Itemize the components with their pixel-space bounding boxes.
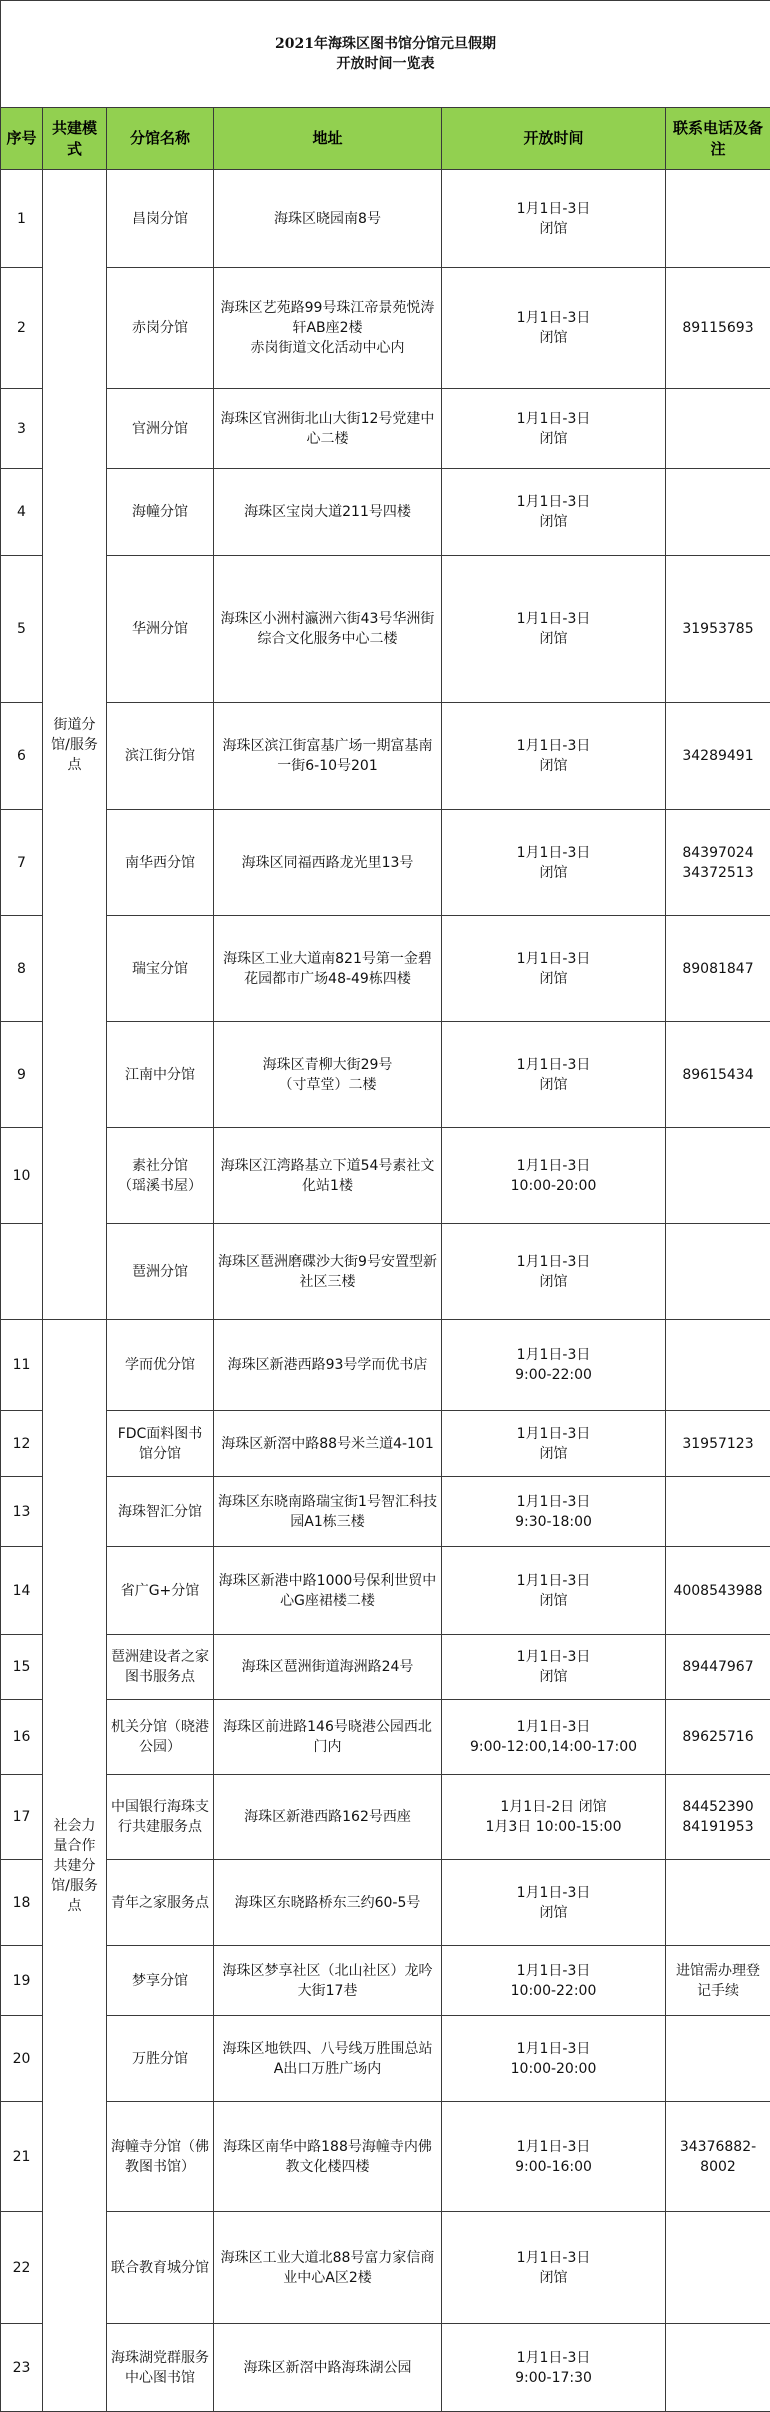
contact-note [666, 1128, 770, 1224]
branch-address: 海珠区琶洲磨碟沙大街9号安置型新社区三楼 [214, 1224, 442, 1320]
branch-address: 海珠区南华中路188号海幢寺内佛教文化楼四楼 [214, 2102, 442, 2212]
row-seq: 12 [1, 1411, 43, 1477]
opening-hours: 1月1日-3日 闭馆 [442, 268, 666, 389]
opening-hours: 1月1日-3日 闭馆 [442, 1547, 666, 1635]
branch-name: 滨江街分馆 [107, 703, 214, 810]
opening-hours: 1月1日-3日 闭馆 [442, 1224, 666, 1320]
opening-hours: 1月1日-3日 闭馆 [442, 469, 666, 556]
branch-address: 海珠区梦享社区（北山社区）龙吟大街17巷 [214, 1946, 442, 2016]
opening-hours: 1月1日-3日 闭馆 [442, 389, 666, 469]
contact-note [666, 1224, 770, 1320]
branch-name: 瑞宝分馆 [107, 916, 214, 1022]
branch-address: 海珠区新滘中路88号米兰道4-101 [214, 1411, 442, 1477]
row-seq: 13 [1, 1477, 43, 1547]
branch-address: 海珠区青柳大街29号 （寸草堂）二楼 [214, 1022, 442, 1128]
contact-note [666, 2324, 770, 2412]
opening-hours: 1月1日-3日 10:00-20:00 [442, 1128, 666, 1224]
branch-address: 海珠区江湾路基立下道54号素社文化站1楼 [214, 1128, 442, 1224]
contact-note: 84452390 84191953 [666, 1775, 770, 1860]
branch-address: 海珠区新滘中路海珠湖公园 [214, 2324, 442, 2412]
table-row [1, 469, 770, 556]
contact-note: 89625716 [666, 1700, 770, 1775]
contact-note [666, 2016, 770, 2102]
table-row [1, 2016, 770, 2102]
opening-hours: 1月1日-3日 10:00-22:00 [442, 1946, 666, 2016]
contact-note: 84397024 34372513 [666, 810, 770, 916]
branch-name: FDC面料图书馆分馆 [107, 1411, 214, 1477]
opening-hours: 1月1日-3日 闭馆 [442, 810, 666, 916]
header-hours: 开放时间 [442, 108, 666, 170]
row-seq: 20 [1, 2016, 43, 2102]
branch-name: 梦享分馆 [107, 1946, 214, 2016]
row-seq: 11 [1, 1320, 43, 1411]
table-row [1, 1700, 770, 1775]
branch-name: 青年之家服务点 [107, 1860, 214, 1946]
opening-hours: 1月1日-3日 9:00-12:00,14:00-17:00 [442, 1700, 666, 1775]
table-row [1, 170, 770, 268]
row-seq [1, 1224, 43, 1320]
table-row [1, 556, 770, 703]
row-seq: 16 [1, 1700, 43, 1775]
table-row [1, 1860, 770, 1946]
branch-address: 海珠区东晓路桥东三约60-5号 [214, 1860, 442, 1946]
contact-note [666, 1477, 770, 1547]
mode-group-cell: 街道分馆/服务点 [43, 170, 107, 1320]
branch-address: 海珠区宝岗大道211号四楼 [214, 469, 442, 556]
branch-name: 机关分馆（晓港公园） [107, 1700, 214, 1775]
branch-address: 海珠区新港西路93号学而优书店 [214, 1320, 442, 1411]
table-row [1, 1946, 770, 2016]
branch-name: 琶洲建设者之家图书服务点 [107, 1635, 214, 1700]
branch-address: 海珠区滨江街富基广场一期富基南一街6-10号201 [214, 703, 442, 810]
row-seq: 19 [1, 1946, 43, 2016]
branch-address: 海珠区官洲街北山大街12号党建中心二楼 [214, 389, 442, 469]
opening-hours: 1月1日-3日 闭馆 [442, 2212, 666, 2324]
branch-address: 海珠区东晓南路瑞宝街1号智汇科技园A1栋三楼 [214, 1477, 442, 1547]
branch-name: 省广G+分馆 [107, 1547, 214, 1635]
contact-note: 4008543988 [666, 1547, 770, 1635]
row-seq: 6 [1, 703, 43, 810]
contact-note [666, 1320, 770, 1411]
opening-hours: 1月1日-3日 9:00-17:30 [442, 2324, 666, 2412]
table-row [1, 916, 770, 1022]
contact-note: 34289491 [666, 703, 770, 810]
table-row [1, 1320, 770, 1411]
opening-hours: 1月1日-3日 9:30-18:00 [442, 1477, 666, 1547]
header-row [1, 108, 770, 170]
row-seq: 23 [1, 2324, 43, 2412]
row-seq: 14 [1, 1547, 43, 1635]
opening-hours: 1月1日-3日 闭馆 [442, 1022, 666, 1128]
branch-address: 海珠区地铁四、八号线万胜围总站A出口万胜广场内 [214, 2016, 442, 2102]
contact-note [666, 389, 770, 469]
table-row [1, 389, 770, 469]
table-row [1, 1547, 770, 1635]
contact-note: 89115693 [666, 268, 770, 389]
row-seq: 10 [1, 1128, 43, 1224]
contact-note [666, 170, 770, 268]
table-row [1, 1128, 770, 1224]
branch-address: 海珠区艺苑路99号珠江帝景苑悦涛轩AB座2楼 赤岗街道文化活动中心内 [214, 268, 442, 389]
table-row [1, 1411, 770, 1477]
branch-address: 海珠区工业大道北88号富力家信商业中心A区2楼 [214, 2212, 442, 2324]
opening-hours: 1月1日-3日 闭馆 [442, 1411, 666, 1477]
table-row [1, 2324, 770, 2412]
row-seq: 4 [1, 469, 43, 556]
branch-name: 琶洲分馆 [107, 1224, 214, 1320]
branch-name: 万胜分馆 [107, 2016, 214, 2102]
opening-hours: 1月1日-3日 10:00-20:00 [442, 2016, 666, 2102]
branch-name: 赤岗分馆 [107, 268, 214, 389]
title-line-2: 开放时间一览表 [5, 54, 766, 74]
branch-address: 海珠区工业大道南821号第一金碧花园都市广场48-49栋四楼 [214, 916, 442, 1022]
branch-name: 海幢分馆 [107, 469, 214, 556]
opening-hours: 1月1日-3日 闭馆 [442, 916, 666, 1022]
opening-hours: 1月1日-3日 闭馆 [442, 703, 666, 810]
mode-group-cell: 社会力量合作共建分馆/服务点 [43, 1320, 107, 2412]
header-mode: 共建模式 [43, 108, 107, 170]
row-seq: 21 [1, 2102, 43, 2212]
title-line-1: 2021年海珠区图书馆分馆元旦假期 [5, 34, 766, 54]
contact-note: 31957123 [666, 1411, 770, 1477]
opening-hours: 1月1日-3日 闭馆 [442, 170, 666, 268]
contact-note: 31953785 [666, 556, 770, 703]
row-seq: 8 [1, 916, 43, 1022]
branch-address: 海珠区小洲村瀛洲六街43号华洲街综合文化服务中心二楼 [214, 556, 442, 703]
branch-address: 海珠区新港中路1000号保利世贸中心G座裙楼二楼 [214, 1547, 442, 1635]
table-row [1, 703, 770, 810]
row-seq: 2 [1, 268, 43, 389]
table-row [1, 1477, 770, 1547]
contact-note: 89447967 [666, 1635, 770, 1700]
opening-hours: 1月1日-2日 闭馆 1月3日 10:00-15:00 [442, 1775, 666, 1860]
opening-hours: 1月1日-3日 闭馆 [442, 556, 666, 703]
branch-name: 海珠智汇分馆 [107, 1477, 214, 1547]
contact-note: 89081847 [666, 916, 770, 1022]
contact-note [666, 469, 770, 556]
opening-hours: 1月1日-3日 9:00-16:00 [442, 2102, 666, 2212]
table-row [1, 1775, 770, 1860]
page-title [1, 1, 770, 108]
header-address: 地址 [214, 108, 442, 170]
branch-name: 华洲分馆 [107, 556, 214, 703]
branch-name: 学而优分馆 [107, 1320, 214, 1411]
branch-name: 海珠湖党群服务中心图书馆 [107, 2324, 214, 2412]
branch-name: 江南中分馆 [107, 1022, 214, 1128]
branch-address: 海珠区前进路146号晓港公园西北门内 [214, 1700, 442, 1775]
row-seq: 22 [1, 2212, 43, 2324]
title-row [1, 1, 770, 108]
row-seq: 18 [1, 1860, 43, 1946]
row-seq: 7 [1, 810, 43, 916]
branch-address: 海珠区琶洲街道海洲路24号 [214, 1635, 442, 1700]
row-seq: 17 [1, 1775, 43, 1860]
row-seq: 5 [1, 556, 43, 703]
branch-name: 官洲分馆 [107, 389, 214, 469]
row-seq: 9 [1, 1022, 43, 1128]
opening-hours: 1月1日-3日 闭馆 [442, 1635, 666, 1700]
table-row [1, 1224, 770, 1320]
opening-hours: 1月1日-3日 闭馆 [442, 1860, 666, 1946]
contact-note: 进馆需办理登记手续 [666, 1946, 770, 2016]
row-seq: 15 [1, 1635, 43, 1700]
branch-address: 海珠区晓园南8号 [214, 170, 442, 268]
table-row [1, 268, 770, 389]
header-contact: 联系电话及备注 [666, 108, 770, 170]
row-seq: 1 [1, 170, 43, 268]
branch-name: 昌岗分馆 [107, 170, 214, 268]
branch-address: 海珠区同福西路龙光里13号 [214, 810, 442, 916]
table-row [1, 1022, 770, 1128]
table-row [1, 2212, 770, 2324]
row-seq: 3 [1, 389, 43, 469]
header-name: 分馆名称 [107, 108, 214, 170]
contact-note: 34376882- 8002 [666, 2102, 770, 2212]
table-row [1, 1635, 770, 1700]
branch-name: 素社分馆 （瑶溪书屋） [107, 1128, 214, 1224]
branch-name: 中国银行海珠支行共建服务点 [107, 1775, 214, 1860]
contact-note [666, 2212, 770, 2324]
branch-address: 海珠区新港西路162号西座 [214, 1775, 442, 1860]
contact-note: 89615434 [666, 1022, 770, 1128]
contact-note [666, 1860, 770, 1946]
branch-name: 海幢寺分馆（佛教图书馆） [107, 2102, 214, 2212]
branch-name: 联合教育城分馆 [107, 2212, 214, 2324]
opening-hours: 1月1日-3日 9:00-22:00 [442, 1320, 666, 1411]
branch-name: 南华西分馆 [107, 810, 214, 916]
header-seq: 序号 [1, 108, 43, 170]
table-row [1, 2102, 770, 2212]
table-row [1, 810, 770, 916]
